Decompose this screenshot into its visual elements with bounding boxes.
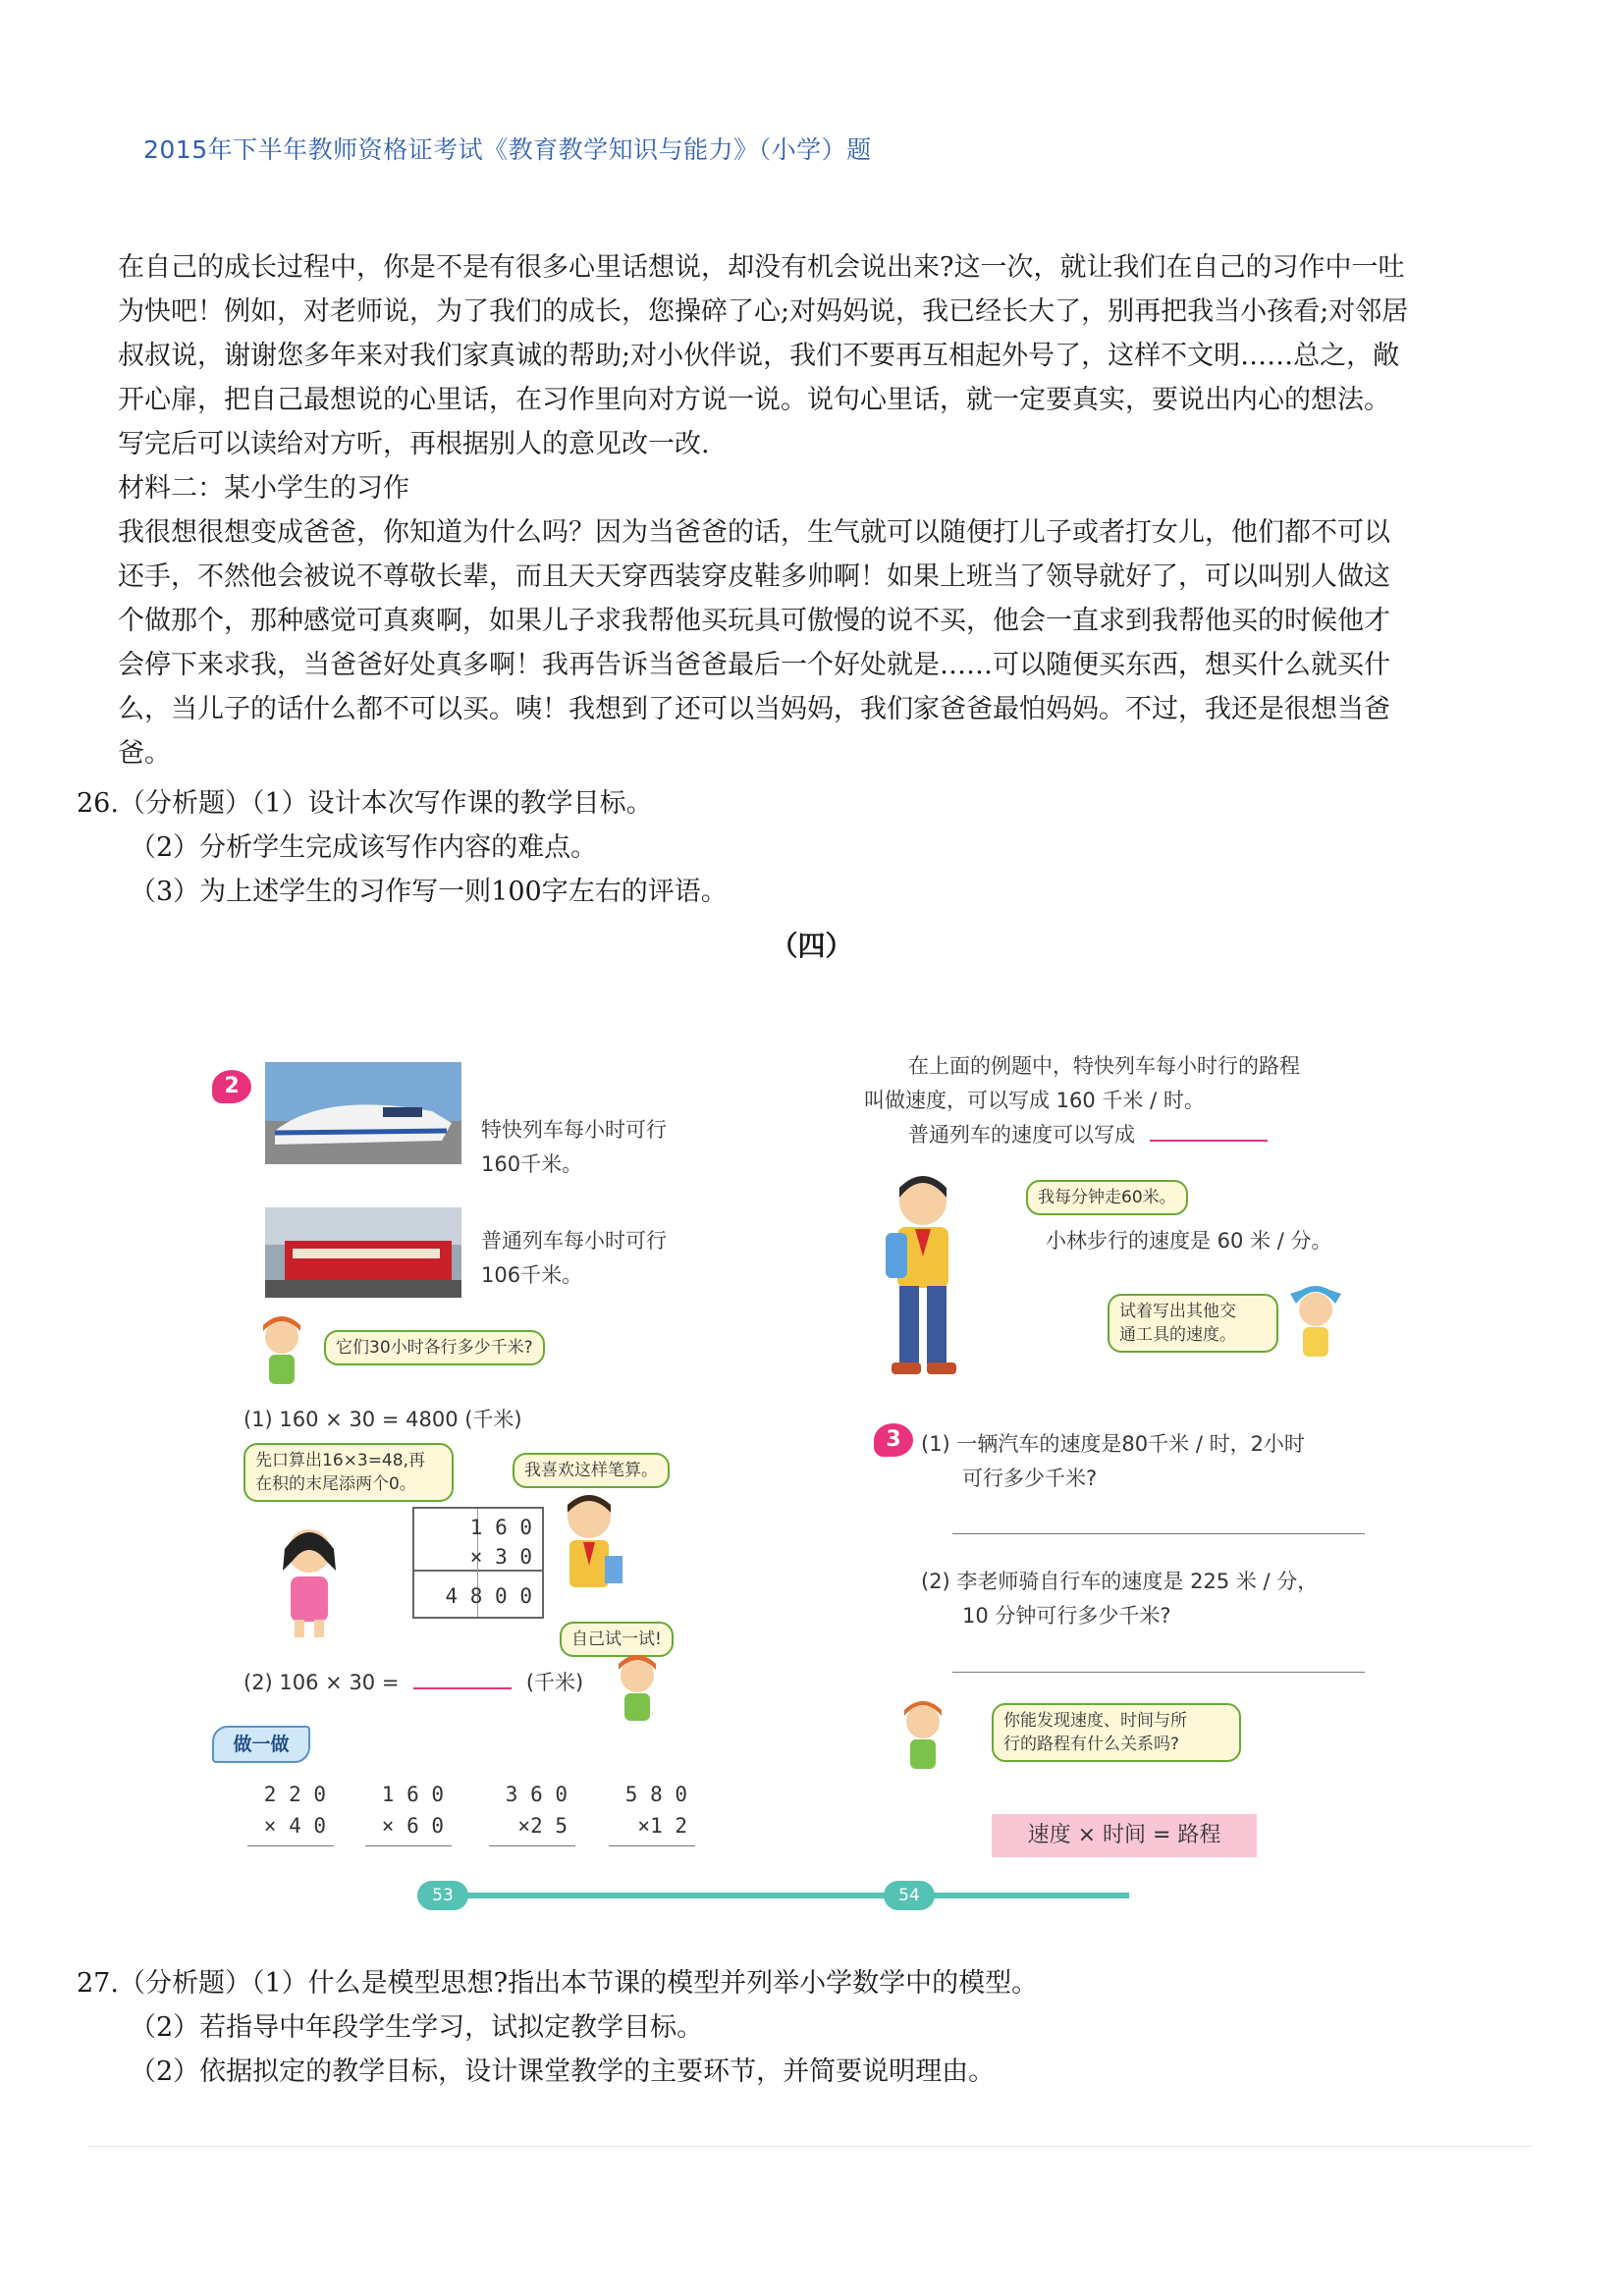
answer-blank[interactable] bbox=[413, 1687, 512, 1689]
calc-step-2-expression: (2) 106 × 30 = bbox=[243, 1671, 400, 1694]
practice-top: 1 6 0 bbox=[381, 1783, 444, 1806]
practice-line bbox=[609, 1845, 695, 1846]
intro-line3 bbox=[908, 1119, 1268, 1148]
question-line: （2）若指导中年段学生学习，试拟定教学目标。 bbox=[130, 2012, 704, 2043]
material-two-heading: 材料二：某小学生的习作 bbox=[118, 473, 409, 504]
question-line: （2）依据拟定的教学目标，设计课堂教学的主要环节，并简要说明理由。 bbox=[130, 2056, 996, 2087]
bubble-line: 试着写出其他交 bbox=[1119, 1302, 1236, 1321]
speed-formula: 速度 × 时间 = 路程 bbox=[992, 1814, 1257, 1857]
vertical-calc-row: × 3 0 bbox=[469, 1545, 532, 1569]
practice-bottom: ×1 2 bbox=[637, 1814, 687, 1838]
section-title: （四） bbox=[770, 930, 853, 962]
bubble-line: 先口算出16×3=48,再 bbox=[255, 1451, 425, 1470]
paragraph-line: 为快吧！例如，对老师说，为了我们的成长，您操碎了心;对妈妈说，我已经长大了，别再把我当小孩看;对邻居 bbox=[118, 296, 1409, 327]
speech-bubble-walk: 我每分钟走60米。 bbox=[1026, 1180, 1188, 1215]
question-line: 27.（分析题）（1）什么是模型思想?指出本节课的模型并列举小学数学中的模型。 bbox=[77, 1968, 1039, 1999]
calc-step-2-unit: (千米) bbox=[525, 1671, 584, 1694]
paragraph-line: 叔叔说，谢谢您多年来对我们家真诚的帮助;对小伙伴说，我们不要再互相起外号了，这样不文明……总之，敞 bbox=[118, 341, 1400, 371]
paragraph-line: 开心扉，把自己最想说的心里话，在习作里向对方说一说。说句心里话，就一定要真实，要说出内心的想法。 bbox=[118, 385, 1390, 415]
practice-bottom: × 4 0 bbox=[263, 1814, 326, 1838]
practice-label: 做一做 bbox=[212, 1726, 310, 1763]
train1-text-line2: 160千米。 bbox=[481, 1152, 583, 1176]
cartoon-walking-boy-icon bbox=[864, 1168, 982, 1414]
intro-line1: 在上面的例题中，特快列车每小时行的路程 bbox=[908, 1054, 1300, 1078]
paragraph-line: 在自己的成长过程中，你是不是有很多心里话想说，却没有机会说出来?这一次，就让我们在自己的习作中一吐 bbox=[118, 252, 1405, 283]
paragraph-line: 写完后可以读给对方听，再根据别人的意见改一改. bbox=[118, 429, 710, 459]
page-number-right: 54 bbox=[884, 1881, 935, 1910]
practice-line bbox=[365, 1845, 452, 1846]
material-one bbox=[118, 245, 1512, 775]
answer-line bbox=[952, 1533, 1365, 1534]
speech-bubble-girl bbox=[243, 1443, 454, 1502]
cartoon-girl-icon bbox=[1286, 1286, 1345, 1364]
question-26 bbox=[77, 781, 728, 914]
practice-line bbox=[489, 1845, 575, 1846]
page-number-bar bbox=[442, 1893, 1129, 1898]
cartoon-child-icon bbox=[893, 1698, 952, 1777]
example-number-badge: 2 bbox=[212, 1070, 251, 1103]
page-number-left: 53 bbox=[417, 1881, 468, 1910]
vertical-calc-row: 1 6 0 bbox=[469, 1516, 532, 1539]
paragraph-line: 爸。 bbox=[118, 738, 171, 769]
bubble-line: 你能发现速度、时间与所 bbox=[1003, 1711, 1187, 1731]
question-2-line2: 10 分钟可行多少千米? bbox=[962, 1604, 1171, 1628]
question-line: （3）为上述学生的习作写一则100字左右的评语。 bbox=[130, 877, 728, 907]
calc-step-1: (1) 160 × 30 = 4800 (千米) bbox=[243, 1408, 522, 1431]
document-header: 2015年下半年教师资格证考试《教育教学知识与能力》（小学）题 bbox=[143, 135, 872, 164]
question-line: （2）分析学生完成该写作内容的难点。 bbox=[130, 832, 598, 863]
calc-step-2 bbox=[243, 1667, 583, 1696]
speech-bubble-other-speeds bbox=[1108, 1294, 1278, 1353]
bubble-line: 行的路程有什么关系吗? bbox=[1003, 1735, 1180, 1754]
paragraph-line: 我很想很想变成爸爸，你知道为什么吗？因为当爸爸的话，生气就可以随便打儿子或者打女儿，他们都不可以 bbox=[118, 517, 1390, 548]
train2-text-line2: 106千米。 bbox=[481, 1263, 583, 1287]
question-1-line1: (1) 一辆汽车的速度是80千米 / 时，2小时 bbox=[921, 1432, 1305, 1456]
bullet-train-photo bbox=[265, 1062, 461, 1164]
paragraph-line: 会停下来求我，当爸爸好处真多啊！我再告诉当爸爸最后一个好处就是……可以随便买东西，想买什么就买什 bbox=[118, 650, 1390, 680]
practice-bottom: × 6 0 bbox=[381, 1814, 444, 1838]
vertical-calc-row: 4 8 0 0 bbox=[445, 1584, 532, 1608]
question-27 bbox=[77, 1961, 1038, 2094]
answer-blank[interactable] bbox=[1150, 1140, 1268, 1142]
answer-line bbox=[952, 1672, 1365, 1673]
train1-text-line1: 特快列车每小时可行 bbox=[481, 1118, 667, 1142]
walk-speed-text: 小林步行的速度是 60 米 / 分。 bbox=[1046, 1229, 1332, 1253]
paragraph-line: 个做那个，那种感觉可真爽啊，如果儿子求我帮他买玩具可傲慢的说不买，他会一直求到我帮他买的时候他才 bbox=[118, 606, 1390, 636]
example-number-badge: 3 bbox=[874, 1423, 913, 1457]
train2-text-line1: 普通列车每小时可行 bbox=[481, 1229, 667, 1253]
paragraph-line: 还手，不然他会被说不尊敬长辈，而且天天穿西装穿皮鞋多帅啊！如果上班当了领导就好了，可以叫别人做这 bbox=[118, 561, 1390, 592]
question-2-line1: (2) 李老师骑自行车的速度是 225 米 / 分， bbox=[921, 1570, 1319, 1593]
speech-bubble-try: 自己试一试! bbox=[560, 1622, 674, 1657]
practice-bottom: ×2 5 bbox=[517, 1814, 568, 1838]
bubble-line: 通工具的速度。 bbox=[1119, 1325, 1236, 1345]
intro-line2: 叫做速度，可以写成 160 千米 / 时。 bbox=[864, 1089, 1205, 1112]
question-line: 26.（分析题）（1）设计本次写作课的教学目标。 bbox=[77, 788, 653, 819]
textbook-figure bbox=[206, 1011, 1384, 1924]
footer-divider bbox=[88, 2146, 1532, 2147]
bubble-line: 在积的末尾添两个0。 bbox=[255, 1474, 416, 1494]
speech-bubble-boy: 我喜欢这样笔算。 bbox=[513, 1453, 670, 1488]
speech-bubble-relation bbox=[992, 1703, 1241, 1762]
question-1-line2: 可行多少千米? bbox=[962, 1467, 1098, 1490]
cartoon-child-icon bbox=[609, 1654, 666, 1729]
intro-line3-text: 普通列车的速度可以写成 bbox=[908, 1123, 1135, 1147]
practice-top: 5 8 0 bbox=[624, 1783, 687, 1806]
practice-top: 2 2 0 bbox=[263, 1783, 326, 1806]
practice-top: 3 6 0 bbox=[505, 1783, 568, 1806]
speech-bubble-question: 它们30小时各行多少千米? bbox=[324, 1330, 545, 1365]
paragraph-line: 么，当儿子的话什么都不可以买。咦！我想到了还可以当妈妈，我们家爸爸最怕妈妈。不过，我还是很想当爸 bbox=[118, 694, 1390, 724]
regular-train-photo bbox=[265, 1207, 461, 1298]
practice-line bbox=[247, 1845, 334, 1846]
cartoon-child-icon bbox=[253, 1315, 310, 1394]
cartoon-boy-icon bbox=[550, 1487, 628, 1615]
cartoon-girl-icon bbox=[265, 1522, 353, 1639]
